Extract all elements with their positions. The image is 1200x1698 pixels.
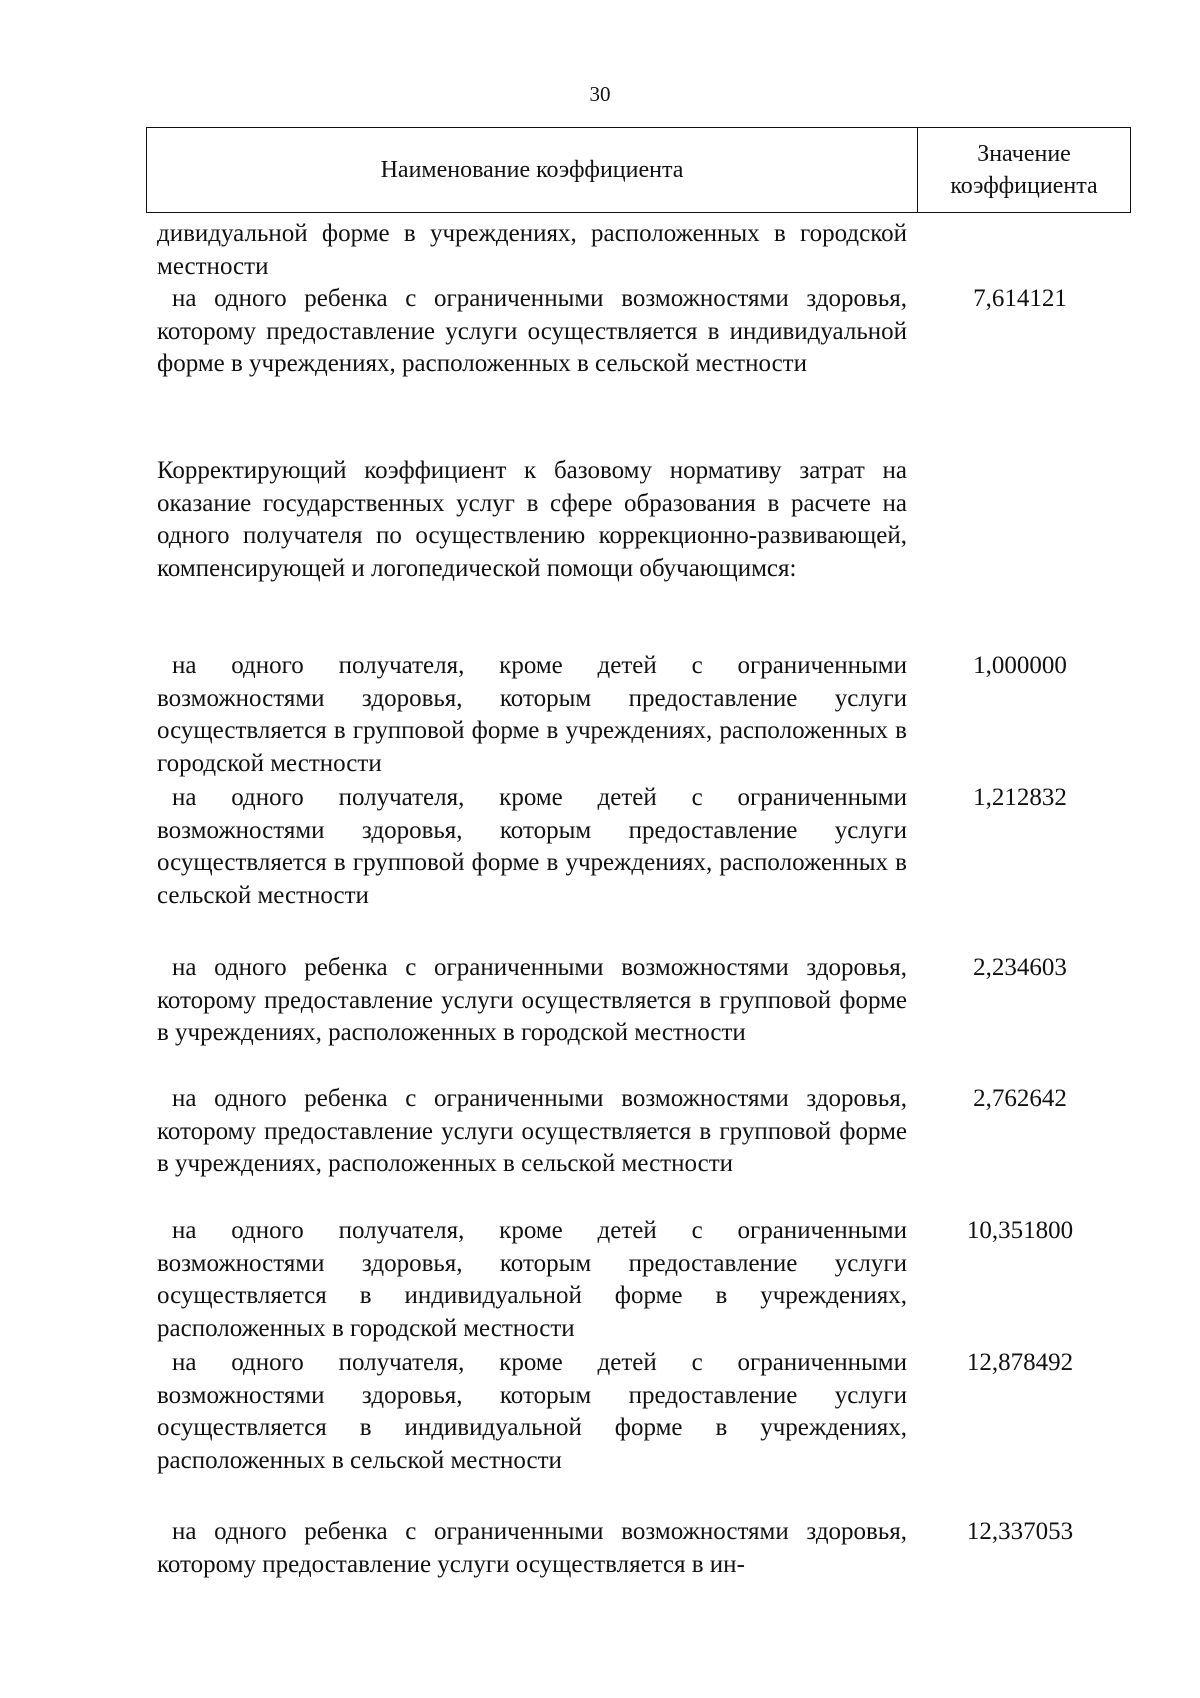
header-value-column	[918, 128, 1130, 212]
section-heading: Корректирующий коэффициент к базовому нормативу затрат на оказание государственных услуг в сфере образования в расчете на одного получателя по осуществлению коррекционно-развивающей, компенсирующей и логопедической помощи обучающимся:	[157, 457, 907, 582]
row-value: 12,878492	[966, 1349, 1074, 1376]
page-number: 30	[589, 82, 611, 106]
row-value: 2,762642	[973, 1085, 1067, 1112]
row-value: 1,000000	[973, 652, 1067, 679]
row-text: на одного ребенка с ограниченными возможностями здоровья, которому предоставление услуги осуществляется в ин-	[157, 1518, 907, 1578]
row-value: 12,337053	[966, 1518, 1074, 1545]
row-text: на одного получателя, кроме детей с ограниченными возможностями здоровья, которым предоставление услуги осуществляется в индивидуальной форме в учреждениях, расположенных в городской местности	[157, 1217, 907, 1342]
row-value: 1,212832	[973, 784, 1067, 811]
header-name-column: Наименование коэффициента	[147, 128, 918, 212]
table-header	[146, 127, 1131, 213]
row-text: на одного получателя, кроме детей с ограниченными возможностями здоровья, которым предоставление услуги осуществляется в групповой форме в учреждениях, расположенных в сельской местности	[157, 784, 907, 909]
header-value-line1: Значение	[977, 141, 1071, 167]
header-value-line2: коэффициента	[950, 173, 1098, 199]
row-text: на одного ребенка с ограниченными возможностями здоровья, которому предоставление услуги осуществляется в групповой форме в учреждениях, расположенных в городской местности	[157, 954, 907, 1046]
row-value: 2,234603	[973, 954, 1067, 981]
row-text: на одного ребенка с ограниченными возможностями здоровья, которому предоставление услуги осуществляется в индивидуальной форме в учреждениях, расположенных в сельской местности	[157, 285, 907, 377]
row-value: 7,614121	[973, 285, 1067, 312]
row-value: 10,351800	[966, 1217, 1074, 1244]
continuation-text: дивидуальной форме в учреждениях, расположенных в городской местности	[157, 220, 907, 280]
row-text: на одного ребенка с ограниченными возможностями здоровья, которому предоставление услуги осуществляется в групповой форме в учреждениях, расположенных в сельской местности	[157, 1085, 907, 1177]
row-text: на одного получателя, кроме детей с ограниченными возможностями здоровья, которым предоставление услуги осуществляется в индивидуальной форме в учреждениях, расположенных в сельской местности	[157, 1349, 907, 1474]
row-text: на одного получателя, кроме детей с ограниченными возможностями здоровья, которым предоставление услуги осуществляется в групповой форме в учреждениях, расположенных в городской местности	[157, 652, 907, 777]
